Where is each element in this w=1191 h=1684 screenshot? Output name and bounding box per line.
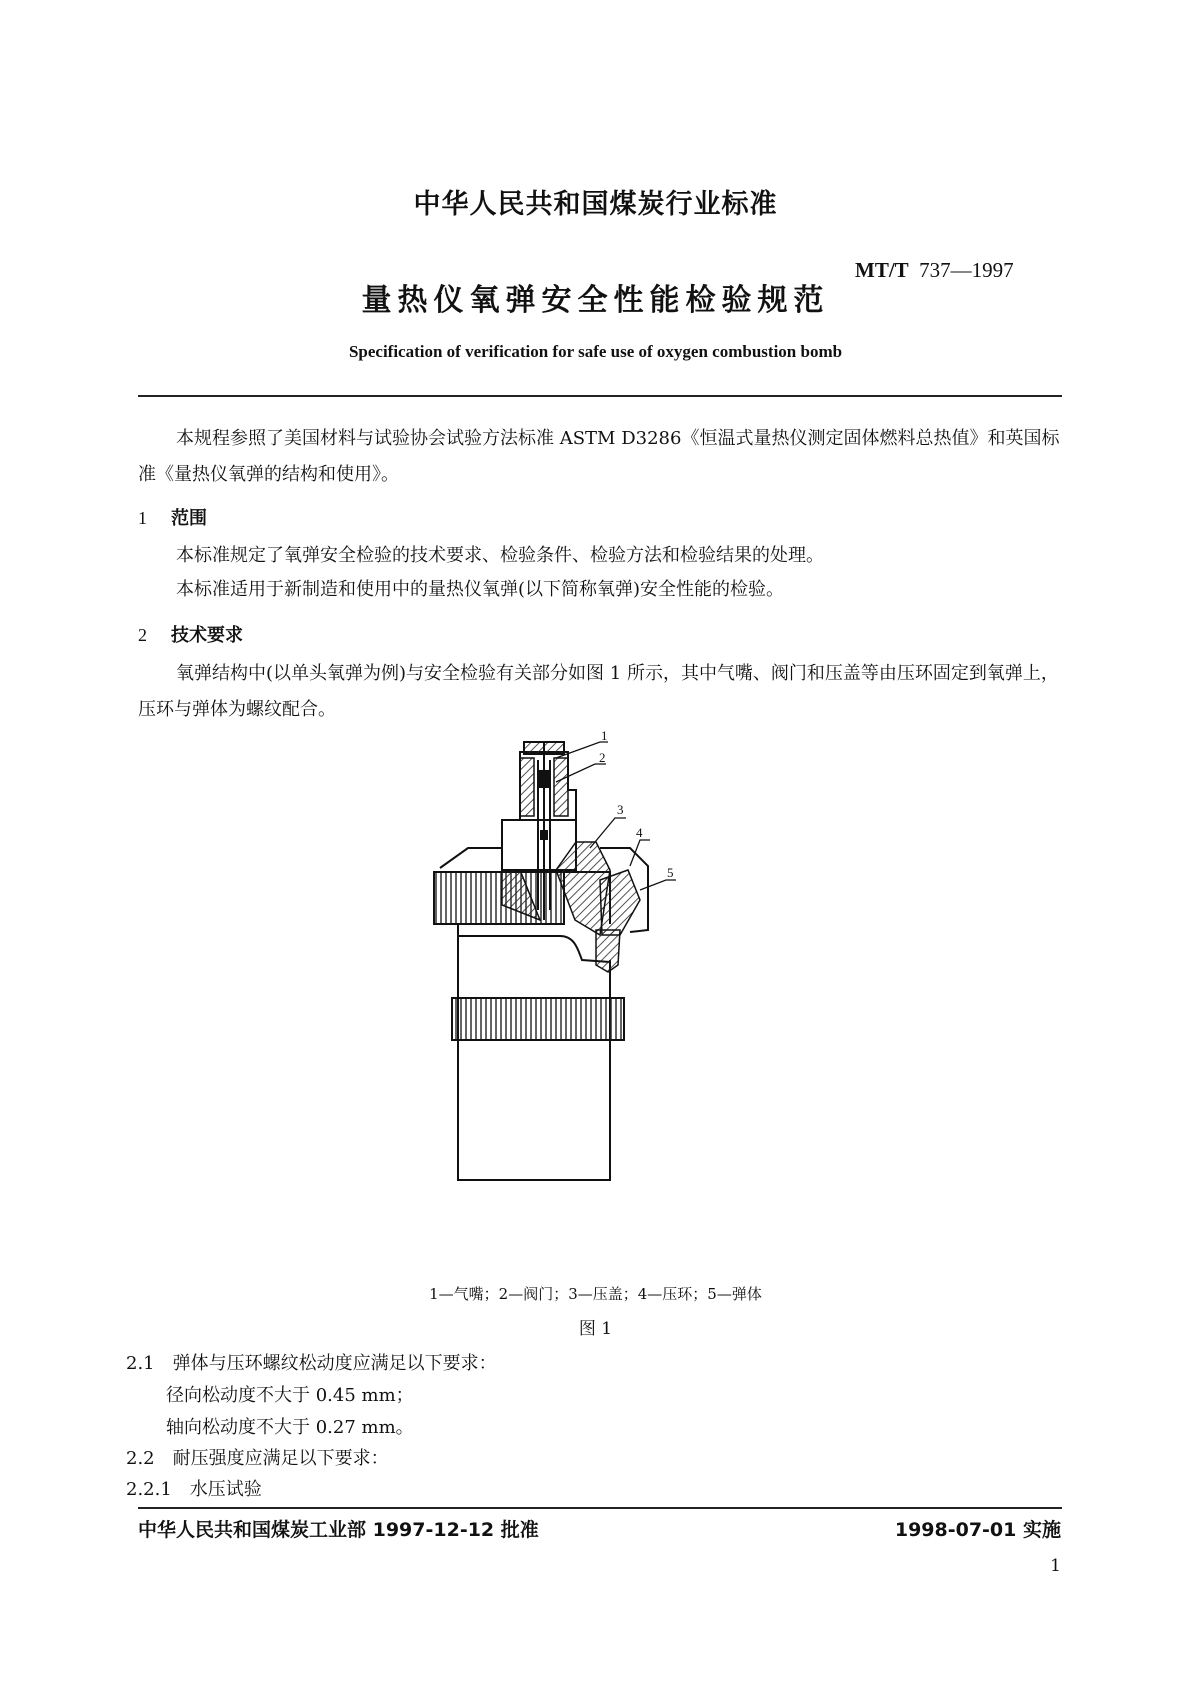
intro-paragraph: 本规程参照了美国材料与试验协会试验方法标准 ASTM D3286《恒温式量热仪测定固体燃料总热值》和英国标准《量热仪氧弹的结构和使用》。 <box>138 428 1060 485</box>
title-english: Specification of verification for safe use of oxygen combustion bomb <box>348 342 843 361</box>
section-1-para-1: 本标准规定了氧弹安全检验的技术要求、检验条件、检验方法和检验结果的处理。 <box>176 545 824 566</box>
clause-2-1-axial: 轴向松动度不大于 0.27 mm。 <box>166 1417 414 1438</box>
section-2-number: 2 <box>138 625 147 645</box>
section-2-title: 技术要求 <box>171 625 243 646</box>
code-number: 737—1997 <box>919 258 1014 282</box>
effective-date: 1998-07-01 实施 <box>894 1519 1061 1541</box>
clause-2-1: 2.1 弹体与压环螺纹松动度应满足以下要求： <box>126 1353 497 1374</box>
code-prefix: MT/T <box>855 258 909 282</box>
callout-4: 4 <box>636 825 643 840</box>
section-1-heading <box>138 504 207 530</box>
callout-3: 3 <box>617 802 624 817</box>
figure-label: 图 1 <box>578 1319 613 1339</box>
section-2-heading <box>138 621 243 647</box>
page-number: 1 <box>1050 1556 1061 1576</box>
title-chinese: 量热仪氧弹安全性能检验规范 <box>361 283 830 318</box>
issuing-body: 中华人民共和国煤炭行业标准 <box>413 189 778 220</box>
callout-5: 5 <box>667 865 674 880</box>
callout-1: 1 <box>601 728 608 743</box>
callout-2: 2 <box>599 750 606 765</box>
header-divider <box>138 395 1062 397</box>
oxygen-bomb-figure <box>400 725 720 1280</box>
clause-2-2: 2.2 耐压强度应满足以下要求： <box>126 1448 389 1469</box>
approval-date: 中华人民共和国煤炭工业部 1997-12-12 批准 <box>138 1519 539 1541</box>
clause-2-2-1: 2.2.1 水压试验 <box>126 1479 262 1500</box>
figure-caption: 1—气嘴；2—阀门；3—压盖；4—压环；5—弹体 <box>429 1285 762 1303</box>
section-1-title: 范围 <box>171 508 207 529</box>
section-1-number: 1 <box>138 508 147 528</box>
footer-divider <box>138 1507 1062 1509</box>
section-2-para-1: 氧弹结构中(以单头氧弹为例)与安全检验有关部分如图 1 所示，其中气嘴、阀门和压盖等由压环固定到氧弹上，压环与弹体为螺纹配合。 <box>138 663 1059 720</box>
clause-2-1-radial: 径向松动度不大于 0.45 mm； <box>166 1385 414 1406</box>
section-1-para-2: 本标准适用于新制造和使用中的量热仪氧弹(以下简称氧弹)安全性能的检验。 <box>176 579 785 600</box>
